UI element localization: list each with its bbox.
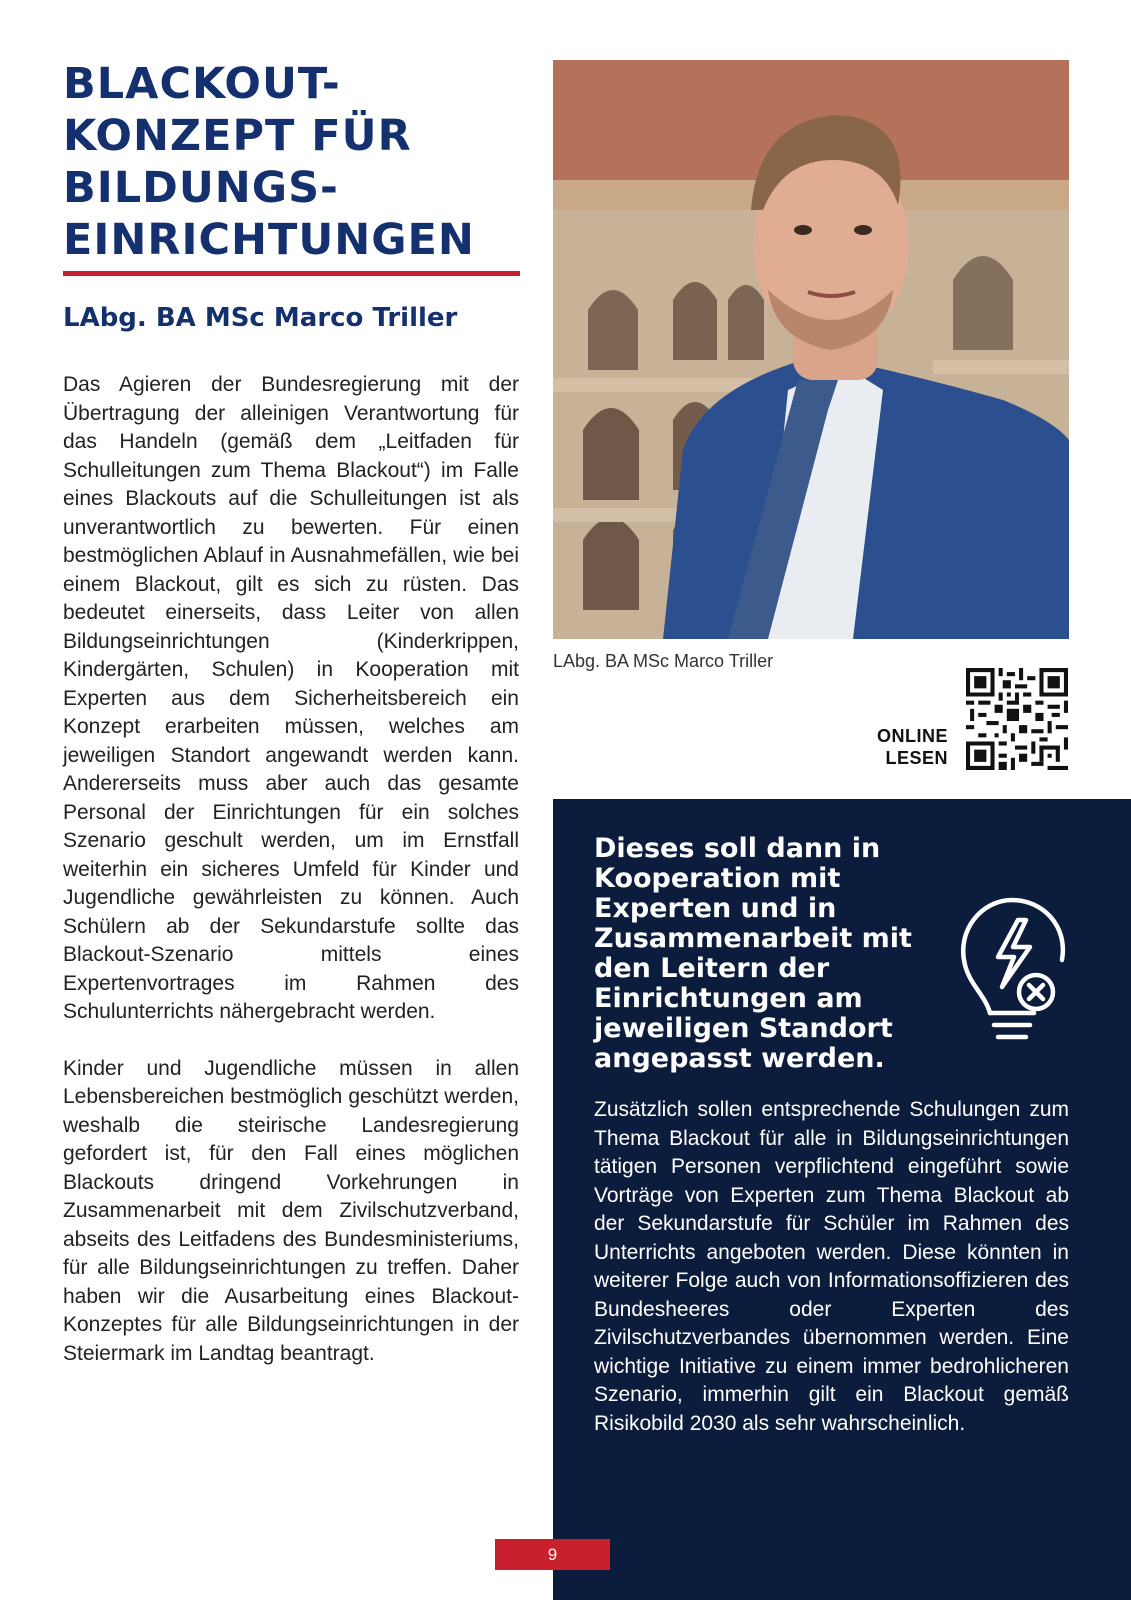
quote-line-6: Einrichtungen am [594,983,863,1014]
body-paragraph-1: Das Agieren der Bundesregierung mit der Übertragung der alleinigen Verantwortung für das Handeln (gemäß dem „Leitfaden für Schulleitungen zum Thema Blackout“) im Falle eines Blackouts auf die Schulleitungen ist als unverantwortlich zu bewerten. Für einen bestmöglichen Ablauf in Ausnahmefällen, wie bei einem Blackout, gilt es sich zu rüsten. Das bedeutet einerseits, dass Leiter von allen Bildungseinrichtungen (Kinderkrippen, Kindergärten, Schulen) in Kooperation mit Experten aus dem Sicherheitsbereich ein Konzept erarbeiten müssen, welches am jeweiligen Standort angewandt werden kann. Andererseits muss aber auch das gesamte Personal der Einrichtungen für ein solches Szenario geschult werden, um im Ernstfall weiterhin ein sicheres Umfeld für Kinder und Jugendliche gewährleisten zu können. Auch Schülern ab der Sekundarstufe sollte das Blackout-Szenario mittels eines Expertenvortrages im Rahmen des Schulunterrichts nähergebracht werden. [63,373,519,1023]
quote-line-3: Experten und in [594,893,837,924]
quote-line-7: jeweiligen Standort [594,1013,893,1044]
highlight-quote [594,834,944,1074]
body-paragraph-2: Kinder und Jugendliche müssen in allen Lebensbereichen bestmöglich geschützt werden, weshalb die steirische Landesregierung gefordert ist, für den Fall eines möglichen Blackouts dringend Vorkehrungen in Zusammenarbeit mit dem Zivilschutzverband, abseits des Leitfadens des Bundesministeriums, für alle Bildungseinrichtungen zu treffen. Daher haben wir die Ausarbeitung eines Blackout-Konzeptes für alle Bildungseinrichtungen in der Steiermark im Landtag beantragt. [63,1056,519,1365]
quote-line-2: Kooperation mit [594,863,841,894]
online-line-1: ONLINE [876,726,948,746]
quote-line-8: angepasst werden. [594,1043,885,1074]
quote-line-4: Zusammenarbeit mit [594,923,912,954]
online-read-label [838,725,948,769]
online-line-2: LESEN [885,748,948,768]
page-number: 9 [495,1539,610,1570]
highlight-body-text: Zusätzlich sollen entsprechende Schulungen zum Thema Blackout für alle in Bildungseinrichtungen tätigen Personen verpflichtend eingeführt sowie Vorträge von Experten zum Thema Blackout ab der Sekundarstufe für Schüler im Rahmen des Unterrichts angeboten werden. Diese könnten in weiterer Folge auch von Informationsoffizieren des Bundesheeres oder Experten des Zivilschutzverbandes übernommen werden. Eine wichtige Initiative zu einem immer bedrohlicheren Szenario, immerhin gilt ein Blackout gemäß Risikobild 2030 als sehr wahrscheinlich. [594,1098,1069,1435]
quote-line-1: Dieses soll dann in [594,833,881,864]
qr-code-icon[interactable] [966,668,1068,770]
article-title [63,58,533,266]
title-line-3: BILDUNGS- [63,163,339,213]
title-line-4: EINRICHTUNGEN [63,215,475,265]
title-line-1: BLACKOUT- [63,59,341,109]
photo-caption: LAbg. BA MSc Marco Triller [553,651,774,671]
lightbulb-lightning-cross-icon [950,895,1074,1055]
portrait-photo [553,60,1069,639]
quote-line-5: den Leitern der [594,953,830,984]
author-heading: LAbg. BA MSc Marco Triller [63,303,458,333]
article-body [63,371,519,1368]
title-underline [63,271,520,276]
title-line-2: KONZEPT FÜR [63,111,412,161]
